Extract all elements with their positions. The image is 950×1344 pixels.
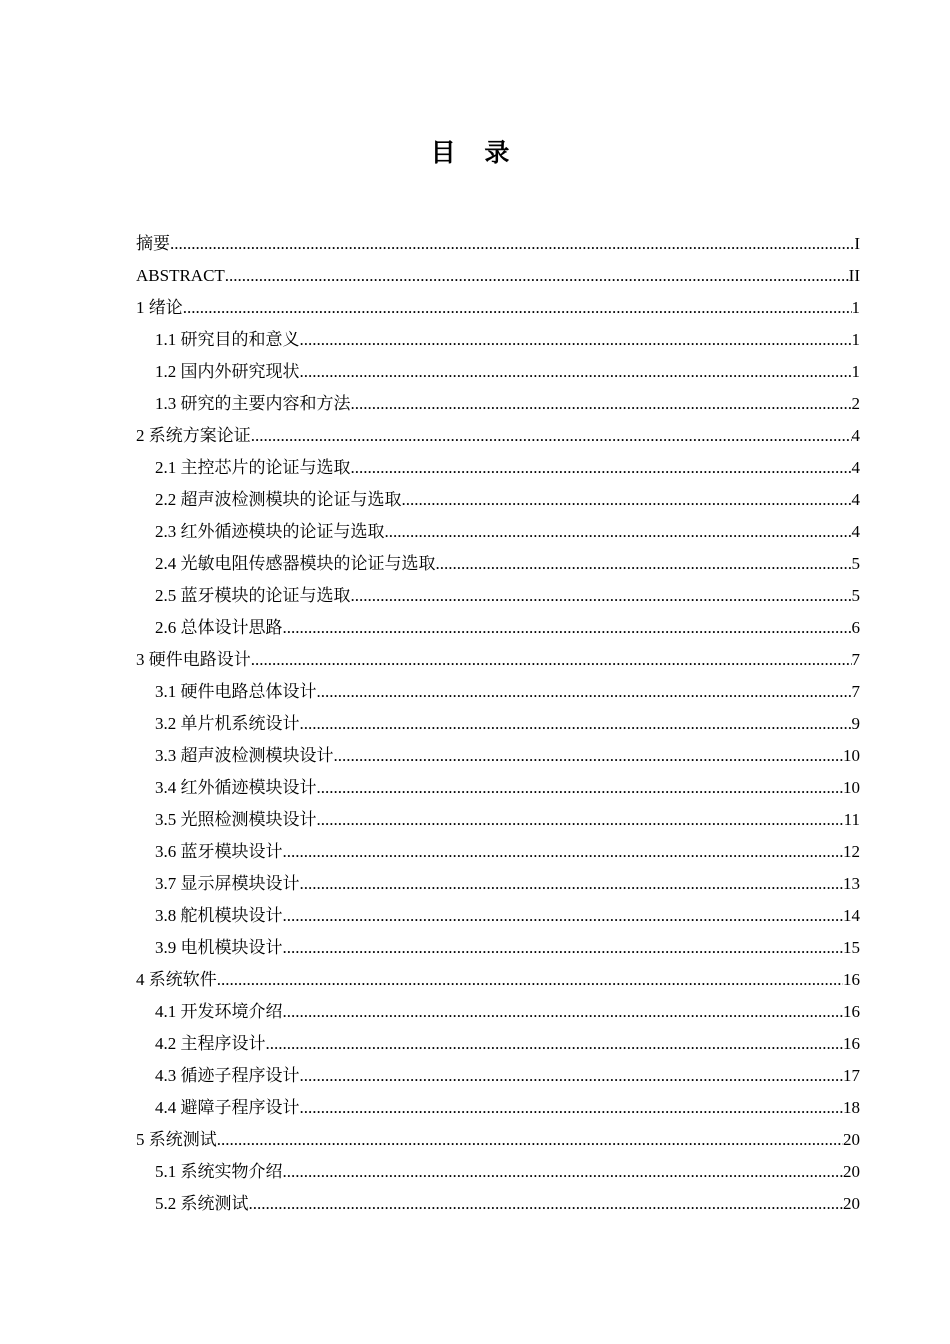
toc-entry[interactable] <box>136 964 860 996</box>
toc-entry[interactable] <box>136 868 860 900</box>
toc-entry[interactable] <box>136 580 860 612</box>
toc-leader-dots <box>300 1060 844 1092</box>
toc-entry[interactable] <box>136 1028 860 1060</box>
toc-entry-page-number: 20 <box>843 1194 860 1213</box>
toc-entry-label: 3.8 舵机模块设计 <box>155 906 283 925</box>
toc-entry-label: 5.2 系统测试 <box>155 1194 249 1213</box>
toc-entry-page-number: 12 <box>843 842 860 861</box>
toc-entry[interactable] <box>136 516 860 548</box>
toc-entry-page-number: 16 <box>843 1002 860 1021</box>
toc-entry[interactable] <box>136 1092 860 1124</box>
toc-entry[interactable] <box>136 356 860 388</box>
toc-entry-label: 4.1 开发环境介绍 <box>155 1002 283 1021</box>
toc-entry-page-number: 1 <box>851 298 860 317</box>
toc-leader-dots <box>283 1156 844 1188</box>
toc-entry[interactable] <box>136 484 860 516</box>
toc-leader-dots <box>300 324 852 356</box>
toc-entry-page-number: 10 <box>843 746 860 765</box>
toc-leader-dots <box>351 388 852 420</box>
toc-leader-dots <box>300 868 844 900</box>
toc-leader-dots <box>351 580 852 612</box>
toc-entry[interactable] <box>136 388 860 420</box>
toc-entry-label: 2.5 蓝牙模块的论证与选取 <box>155 586 351 605</box>
toc-entry[interactable] <box>136 932 860 964</box>
toc-entry-page-number: 2 <box>851 394 860 413</box>
toc-entry-page-number: I <box>854 234 860 253</box>
toc-entry-page-number: 13 <box>843 874 860 893</box>
toc-entry[interactable] <box>136 452 860 484</box>
toc-leader-dots <box>283 612 852 644</box>
table-of-contents <box>136 228 860 1220</box>
toc-leader-dots <box>283 900 844 932</box>
toc-entry-page-number: 15 <box>843 938 860 957</box>
toc-entry-label: 4.3 循迹子程序设计 <box>155 1066 300 1085</box>
toc-entry[interactable] <box>136 612 860 644</box>
toc-leader-dots <box>300 356 852 388</box>
toc-leader-dots <box>402 484 852 516</box>
toc-entry-page-number: 11 <box>843 810 860 829</box>
toc-entry-label: 2.2 超声波检测模块的论证与选取 <box>155 490 402 509</box>
toc-entry[interactable] <box>136 1060 860 1092</box>
toc-entry[interactable] <box>136 772 860 804</box>
toc-leader-dots <box>317 676 852 708</box>
toc-entry[interactable] <box>136 260 860 292</box>
toc-entry-label: 3.9 电机模块设计 <box>155 938 283 957</box>
toc-leader-dots <box>334 740 844 772</box>
toc-entry-page-number: 6 <box>851 618 860 637</box>
toc-entry[interactable] <box>136 996 860 1028</box>
toc-entry-page-number: 20 <box>843 1130 860 1149</box>
toc-leader-dots <box>249 1188 844 1220</box>
toc-entry[interactable] <box>136 1156 860 1188</box>
toc-entry[interactable] <box>136 900 860 932</box>
toc-entry-page-number: 5 <box>851 586 860 605</box>
toc-entry-label: 3.4 红外循迹模块设计 <box>155 778 317 797</box>
toc-entry-label: 3.1 硬件电路总体设计 <box>155 682 317 701</box>
toc-title: 目 录 <box>430 138 520 167</box>
toc-entry-label: 3 硬件电路设计 <box>136 650 251 669</box>
toc-entry-page-number: 4 <box>851 426 860 445</box>
toc-entry-label: 2 系统方案论证 <box>136 426 251 445</box>
toc-leader-dots <box>266 1028 844 1060</box>
toc-entry[interactable] <box>136 740 860 772</box>
toc-entry[interactable] <box>136 1188 860 1220</box>
toc-entry[interactable] <box>136 548 860 580</box>
toc-entry-label: 3.7 显示屏模块设计 <box>155 874 300 893</box>
toc-entry-label: 3.5 光照检测模块设计 <box>155 810 317 829</box>
toc-leader-dots <box>183 292 852 324</box>
toc-entry-page-number: 7 <box>851 650 860 669</box>
toc-entry-page-number: II <box>848 266 860 285</box>
toc-entry[interactable] <box>136 292 860 324</box>
toc-entry-label: 2.3 红外循迹模块的论证与选取 <box>155 522 385 541</box>
toc-entry[interactable] <box>136 228 860 260</box>
toc-entry-page-number: 4 <box>851 490 860 509</box>
toc-leader-dots <box>317 804 844 836</box>
toc-entry-label: 1.2 国内外研究现状 <box>155 362 300 381</box>
toc-entry-page-number: 5 <box>851 554 860 573</box>
toc-entry[interactable] <box>136 676 860 708</box>
toc-leader-dots <box>300 1092 844 1124</box>
toc-entry-page-number: 18 <box>843 1098 860 1117</box>
toc-entry[interactable] <box>136 420 860 452</box>
toc-leader-dots <box>251 420 852 452</box>
toc-entry-label: 5 系统测试 <box>136 1130 217 1149</box>
toc-entry[interactable] <box>136 836 860 868</box>
toc-entry[interactable] <box>136 804 860 836</box>
toc-entry-label: 4.4 避障子程序设计 <box>155 1098 300 1117</box>
toc-leader-dots <box>170 228 854 260</box>
toc-leader-dots <box>283 996 844 1028</box>
toc-entry-label: 4.2 主程序设计 <box>155 1034 266 1053</box>
toc-entry-label: 1 绪论 <box>136 298 183 317</box>
toc-entry-page-number: 16 <box>843 970 860 989</box>
toc-leader-dots <box>436 548 852 580</box>
toc-entry-page-number: 20 <box>843 1162 860 1181</box>
toc-entry-page-number: 10 <box>843 778 860 797</box>
toc-entry-page-number: 9 <box>851 714 860 733</box>
toc-leader-dots <box>385 516 852 548</box>
toc-leader-dots <box>300 708 852 740</box>
toc-entry-page-number: 1 <box>851 362 860 381</box>
toc-entry[interactable] <box>136 324 860 356</box>
toc-entry-label: 1.3 研究的主要内容和方法 <box>155 394 351 413</box>
toc-entry-label: 3.6 蓝牙模块设计 <box>155 842 283 861</box>
toc-entry-label: 摘要 <box>136 234 170 253</box>
toc-entry-label: 1.1 研究目的和意义 <box>155 330 300 349</box>
toc-entry[interactable] <box>136 708 860 740</box>
toc-entry-label: 2.1 主控芯片的论证与选取 <box>155 458 351 477</box>
toc-entry-page-number: 4 <box>851 522 860 541</box>
toc-entry-label: 4 系统软件 <box>136 970 217 989</box>
toc-entry[interactable] <box>136 1124 860 1156</box>
toc-entry-page-number: 4 <box>851 458 860 477</box>
toc-entry[interactable] <box>136 644 860 676</box>
toc-leader-dots <box>351 452 852 484</box>
toc-leader-dots <box>317 772 844 804</box>
toc-entry-page-number: 14 <box>843 906 860 925</box>
toc-entry-label: ABSTRACT <box>136 266 225 285</box>
toc-entry-label: 2.4 光敏电阻传感器模块的论证与选取 <box>155 554 436 573</box>
toc-entry-label: 3.2 单片机系统设计 <box>155 714 300 733</box>
toc-leader-dots <box>217 964 843 996</box>
toc-entry-page-number: 16 <box>843 1034 860 1053</box>
toc-entry-label: 2.6 总体设计思路 <box>155 618 283 637</box>
toc-entry-page-number: 1 <box>851 330 860 349</box>
toc-entry-page-number: 17 <box>843 1066 860 1085</box>
toc-leader-dots <box>283 836 844 868</box>
toc-entry-label: 5.1 系统实物介绍 <box>155 1162 283 1181</box>
toc-leader-dots <box>225 260 849 292</box>
toc-leader-dots <box>217 1124 843 1156</box>
toc-leader-dots <box>283 932 844 964</box>
toc-entry-page-number: 7 <box>851 682 860 701</box>
toc-entry-label: 3.3 超声波检测模块设计 <box>155 746 334 765</box>
toc-leader-dots <box>251 644 852 676</box>
